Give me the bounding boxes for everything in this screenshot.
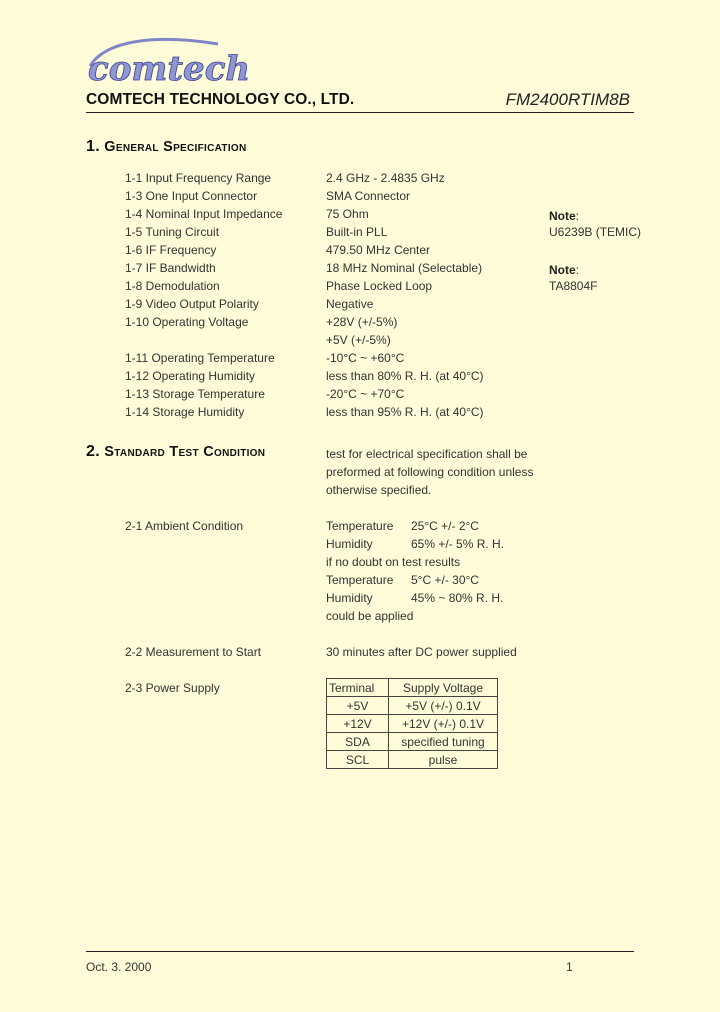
ambient-key: Temperature <box>326 519 394 533</box>
table-cell: specified tuning <box>389 733 498 751</box>
company-name: COMTECH TECHNOLOGY CO., LTD. <box>86 91 355 108</box>
note-colon: : <box>575 209 580 223</box>
spec-value: +28V (+/-5%) <box>326 315 398 329</box>
ambient-key: could be applied <box>326 609 414 623</box>
spec-value: SMA Connector <box>326 189 411 203</box>
spec-label: 1-4 Nominal Input Impedance <box>125 207 283 221</box>
spec-value: 18 MHz Nominal (Selectable) <box>326 261 483 275</box>
table-cell: +12V (+/-) 0.1V <box>389 715 498 733</box>
spec-label: 1-5 Tuning Circuit <box>125 225 220 239</box>
spec-value: Phase Locked Loop <box>326 279 433 293</box>
table-row <box>327 751 498 769</box>
section1-heading <box>86 138 247 156</box>
spec-label: 1-12 Operating Humidity <box>125 369 256 383</box>
ambient-key: if no doubt on test results <box>326 555 461 569</box>
ambient-key: Humidity <box>326 537 373 551</box>
note-2-value: TA8804F <box>549 279 598 293</box>
ambient-key: Temperature <box>326 573 394 587</box>
spec-label: 1-11 Operating Temperature <box>125 351 275 365</box>
spec-value: -20°C ~ +70°C <box>326 387 405 401</box>
spec-label: 1-8 Demodulation <box>125 279 220 293</box>
note-label: Note <box>549 209 576 223</box>
spec-value: 2.4 GHz - 2.4835 GHz <box>326 171 445 185</box>
ambient-value: 25°C +/- 2°C <box>411 519 479 533</box>
section2-title: Standard Test Condition <box>104 444 266 460</box>
spec-value: -10°C ~ +60°C <box>326 351 405 365</box>
spec-label: 1-13 Storage Temperature <box>125 387 265 401</box>
section2-heading <box>86 443 265 461</box>
spec-label: 1-10 Operating Voltage <box>125 315 249 329</box>
section2-intro-line: test for electrical specification shall be <box>326 447 528 461</box>
table-cell: +5V <box>327 697 389 715</box>
note-label: Note <box>549 263 576 277</box>
table-cell: SDA <box>327 733 389 751</box>
table-header-cell: Terminal <box>327 679 389 697</box>
note-1-value: U6239B (TEMIC) <box>549 225 642 239</box>
spec-value: +5V (+/-5%) <box>326 333 391 347</box>
table-row <box>327 715 498 733</box>
spec-value: Built-in PLL <box>326 225 388 239</box>
spec-label: 1-7 IF Bandwidth <box>125 261 216 275</box>
spec-label: 1-3 One Input Connector <box>125 189 258 203</box>
header-rule <box>86 112 634 113</box>
note-2 <box>549 261 579 279</box>
measurement-label: 2-2 Measurement to Start <box>125 645 262 659</box>
table-row <box>327 733 498 751</box>
section2-number: 2. <box>86 443 100 460</box>
table-row <box>327 697 498 715</box>
spec-label: 1-6 IF Frequency <box>125 243 217 257</box>
spec-value: 479.50 MHz Center <box>326 243 431 257</box>
spec-label: 1-9 Video Output Polarity <box>125 297 259 311</box>
section1-number: 1. <box>86 138 100 155</box>
power-supply-table <box>326 678 498 769</box>
spec-value: less than 80% R. H. (at 40°C) <box>326 369 484 383</box>
model-number: FM2400RTIM8B <box>505 90 630 109</box>
table-cell: SCL <box>327 751 389 769</box>
ambient-key: Humidity <box>326 591 373 605</box>
comtech-logo <box>86 36 251 89</box>
table-header-row <box>327 679 498 697</box>
section2-intro-line: otherwise specified. <box>326 483 432 497</box>
footer-rule <box>86 951 634 952</box>
spec-value: less than 95% R. H. (at 40°C) <box>326 405 484 419</box>
spec-label: 1-14 Storage Humidity <box>125 405 245 419</box>
ambient-value: 65% +/- 5% R. H. <box>411 537 505 551</box>
logo-text: comtech <box>88 49 251 89</box>
measurement-value: 30 minutes after DC power supplied <box>326 645 517 659</box>
footer-date: Oct. 3. 2000 <box>86 960 152 974</box>
power-supply-label: 2-3 Power Supply <box>125 681 220 695</box>
ambient-value: 45% ~ 80% R. H. <box>411 591 504 605</box>
table-cell: +12V <box>327 715 389 733</box>
section2-intro-line: preformed at following condition unless <box>326 465 534 479</box>
page-number: 1 <box>566 960 573 974</box>
note-colon: : <box>575 263 580 277</box>
note-1 <box>549 207 579 225</box>
spec-label: 1-1 Input Frequency Range <box>125 171 272 185</box>
table-header-cell: Supply Voltage <box>389 679 498 697</box>
spec-value: Negative <box>326 297 374 311</box>
section1-title: General Specification <box>104 139 247 155</box>
table-cell: pulse <box>389 751 498 769</box>
table-cell: +5V (+/-) 0.1V <box>389 697 498 715</box>
spec-value: 75 Ohm <box>326 207 369 221</box>
ambient-value: 5°C +/- 30°C <box>411 573 479 587</box>
ambient-label: 2-1 Ambient Condition <box>125 519 244 533</box>
